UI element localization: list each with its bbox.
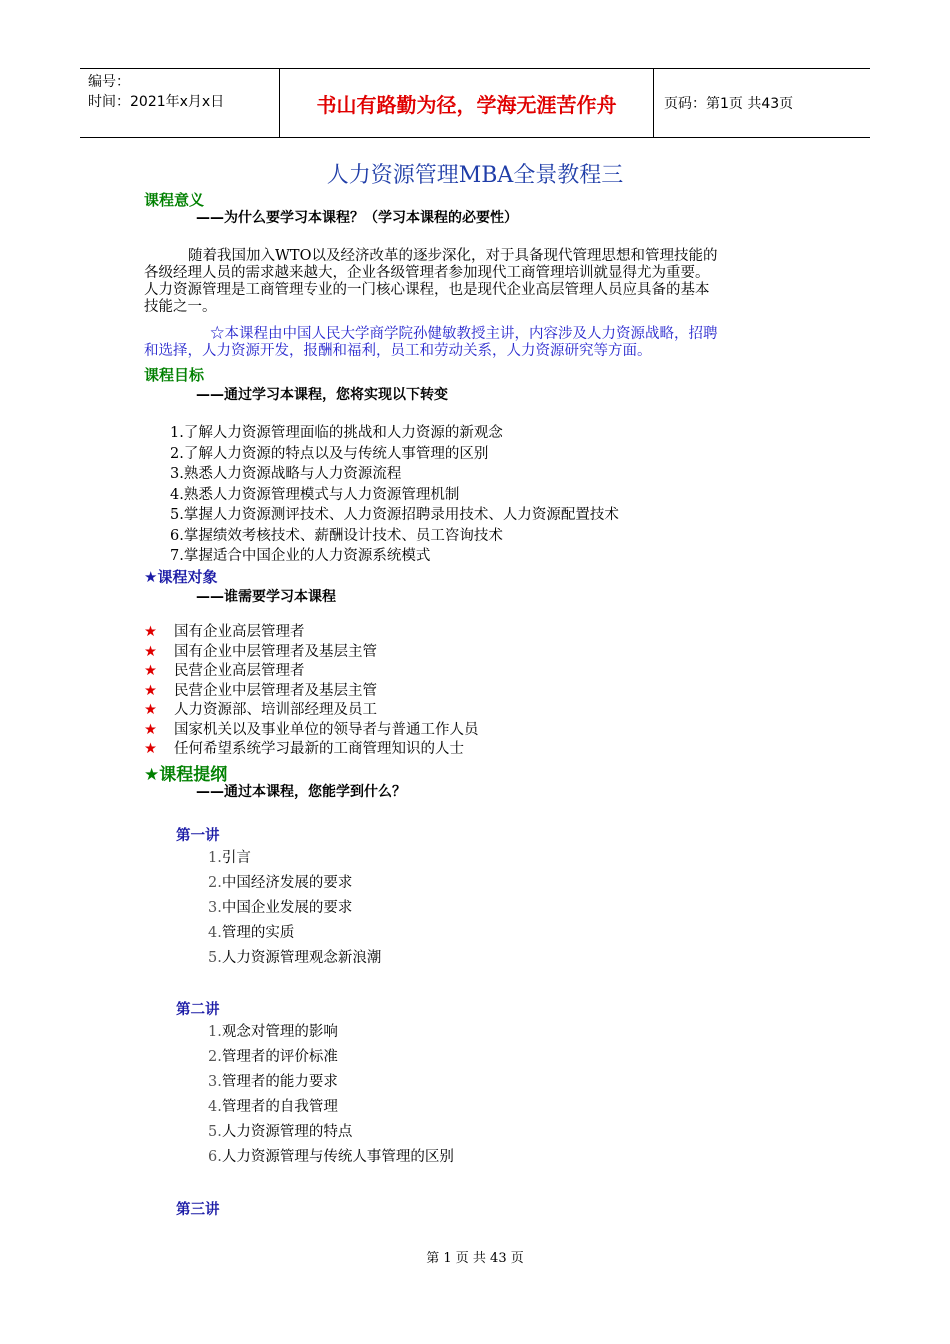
goal-item: 6.掌握绩效考核技术、薪酬设计技术、员工咨询技术 <box>170 527 503 544</box>
lecture-item <box>208 1045 454 1070</box>
note-line: 和选择，人力资源开发，报酬和福利，员工和劳动关系，人力资源研究等方面。 <box>144 343 652 359</box>
audience-item <box>144 740 479 760</box>
star-bullet-icon: ★ <box>144 741 157 757</box>
item-number: 4. <box>208 925 222 941</box>
course-note <box>144 326 718 360</box>
item-text: 人力资源管理观念新浪潮 <box>221 950 382 966</box>
lecture-title: 第三讲 <box>176 1202 220 1218</box>
para-line: 随着我国加入WTO以及经济改革的逐步深化，对于具备现代管理思想和管理技能的 <box>188 248 718 264</box>
outline-heading-text: 课程提纲 <box>159 765 228 785</box>
lecture-title: 第一讲 <box>176 828 220 844</box>
audience-item-text: 民营企业中层管理者及基层主管 <box>174 682 377 699</box>
para-line: 人力资源管理是工商管理专业的一门核心课程，也是现代企业高层管理人员应具备的基本 <box>144 282 710 298</box>
item-number: 5. <box>208 950 222 966</box>
goal-item: 7.掌握适合中国企业的人力资源系统模式 <box>170 548 431 564</box>
star-bullet-icon: ★ <box>144 702 157 718</box>
goal-item: 3.熟悉人力资源战略与人力资源流程 <box>170 466 402 482</box>
page-footer: 第 1 页 共 43 页 <box>426 1251 524 1266</box>
lecture-items <box>208 1020 454 1170</box>
page-code: 页码：第1页 共43页 <box>664 96 794 112</box>
item-number: 3. <box>208 900 222 916</box>
lecture-item <box>208 1120 454 1145</box>
audience-item <box>144 721 479 741</box>
note-line: ☆本课程由中国人民大学商学院孙健敏教授主讲，内容涉及人力资源战略，招聘 <box>210 326 718 342</box>
lecture-item <box>208 1020 454 1045</box>
number-label: 编号： <box>88 74 130 90</box>
audience-heading <box>144 566 217 587</box>
item-text: 人力资源管理与传统人事管理的区别 <box>221 1149 454 1165</box>
item-text: 管理者的能力要求 <box>221 1074 338 1090</box>
audience-heading-text: 课程对象 <box>157 568 218 586</box>
audience-item-text: 国有企业高层管理者 <box>174 624 305 640</box>
audience-item-text: 人力资源部、培训部经理及员工 <box>174 702 377 718</box>
time-label: 时间：2021年x月x日 <box>88 94 225 110</box>
goals-subheading: ——通过学习本课程，您将实现以下转变 <box>196 387 448 403</box>
significance-subheading: ——为什么要学习本课程？（学习本课程的必要性） <box>196 210 518 226</box>
star-bullet-icon: ★ <box>144 643 157 660</box>
header-meta-cell <box>80 69 280 137</box>
para-line: 技能之一。 <box>144 299 217 315</box>
lecture-item <box>208 1095 454 1120</box>
audience-item <box>144 623 479 643</box>
item-text: 观念对管理的影响 <box>221 1024 338 1040</box>
item-text: 管理者的自我管理 <box>221 1099 338 1115</box>
lecture-item <box>208 946 381 971</box>
item-number: 1. <box>208 850 222 866</box>
star-bullet-icon: ★ <box>144 721 157 738</box>
goal-item: 1.了解人力资源管理面临的挑战和人力资源的新观念 <box>170 425 503 441</box>
goal-item: 5.掌握人力资源测评技术、人力资源招聘录用技术、人力资源配置技术 <box>170 507 619 523</box>
lecture-item <box>208 1070 454 1095</box>
star-bullet-icon: ★ <box>144 682 157 699</box>
lecture-items <box>208 846 381 971</box>
doc-title: 人力资源管理MBA全景教程三 <box>326 163 624 188</box>
lecture-item <box>208 896 381 921</box>
item-text: 管理的实质 <box>221 925 295 941</box>
item-number: 2. <box>208 1049 222 1065</box>
audience-item <box>144 701 479 721</box>
item-number: 2. <box>208 875 222 891</box>
star-icon: ★ <box>144 765 160 785</box>
lecture-item <box>208 1145 454 1170</box>
goal-item: 4.熟悉人力资源管理模式与人力资源管理机制 <box>170 486 460 503</box>
item-number: 1. <box>208 1024 222 1040</box>
goal-item: 2.了解人力资源的特点以及与传统人事管理的区别 <box>170 445 489 462</box>
item-number: 4. <box>208 1099 222 1115</box>
item-text: 中国企业发展的要求 <box>221 900 353 916</box>
item-number: 3. <box>208 1074 222 1090</box>
star-icon: ★ <box>144 568 158 586</box>
header-page-cell <box>654 69 870 137</box>
goals-list <box>170 423 619 567</box>
audience-item <box>144 662 479 682</box>
audience-list <box>144 623 479 760</box>
page-header-table <box>80 68 870 138</box>
star-bullet-icon: ★ <box>144 663 157 679</box>
audience-item <box>144 643 479 663</box>
item-text: 管理者的评价标准 <box>221 1049 338 1065</box>
significance-paragraph <box>144 248 717 316</box>
audience-item <box>144 682 479 702</box>
motto: 书山有路勤为径，学海无涯苦作舟 <box>316 92 617 117</box>
para-line: 各级经理人员的需求越来越大，企业各级管理者参加现代工商管理培训就显得尤为重要。 <box>144 265 710 281</box>
star-bullet-icon: ★ <box>144 624 157 640</box>
lecture-item <box>208 921 381 946</box>
significance-heading: 课程意义 <box>144 191 205 209</box>
item-number: 6. <box>208 1149 222 1165</box>
item-number: 5. <box>208 1124 222 1140</box>
lecture-item <box>208 846 381 871</box>
audience-subheading: ——谁需要学习本课程 <box>196 589 336 605</box>
audience-item-text: 任何希望系统学习最新的工商管理知识的人士 <box>174 741 464 757</box>
item-text: 中国经济发展的要求 <box>221 875 353 891</box>
item-text: 人力资源管理的特点 <box>221 1124 353 1140</box>
audience-item-text: 国有企业中层管理者及基层主管 <box>174 643 377 660</box>
header-motto-cell <box>280 69 654 137</box>
outline-subheading: ——通过本课程，您能学到什么？ <box>196 784 406 800</box>
lecture-item <box>208 871 381 896</box>
audience-item-text: 国家机关以及事业单位的领导者与普通工作人员 <box>174 721 479 738</box>
audience-item-text: 民营企业高层管理者 <box>174 663 305 679</box>
item-text: 引言 <box>221 850 251 866</box>
lecture-title: 第二讲 <box>176 1002 220 1018</box>
goals-heading: 课程目标 <box>144 366 205 384</box>
